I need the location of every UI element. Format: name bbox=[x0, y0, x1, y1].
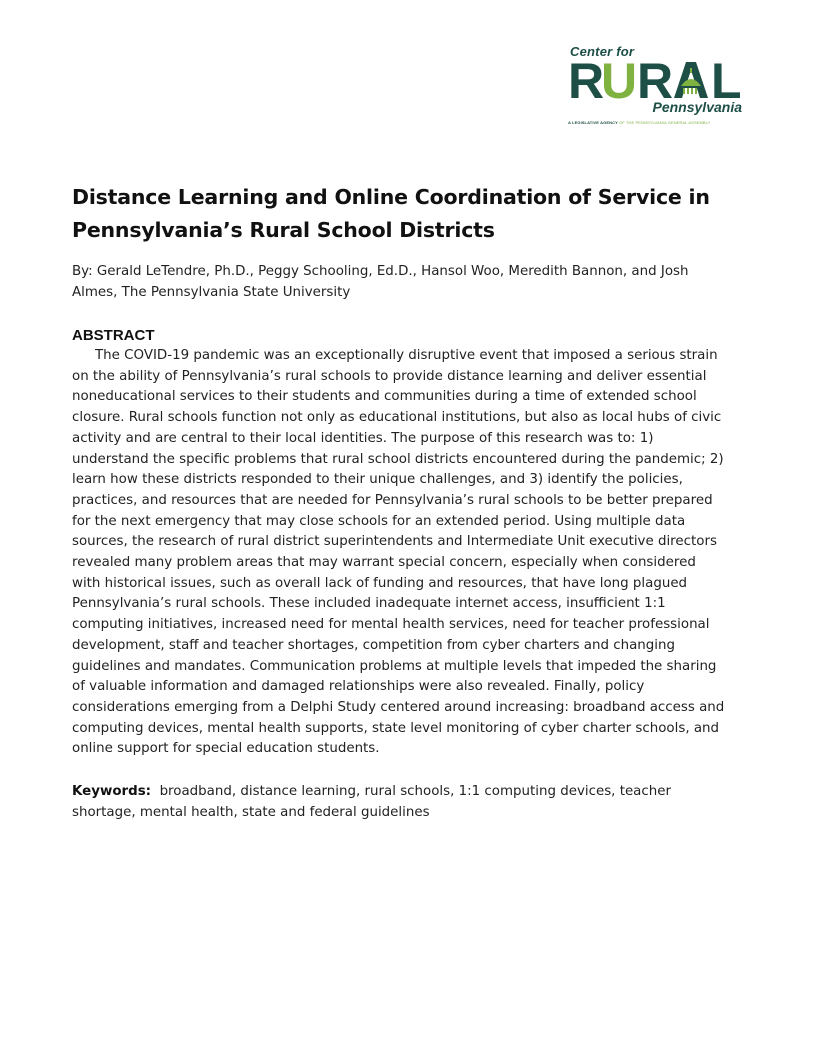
paper-title bbox=[72, 181, 752, 247]
abstract-line: revealed many problem areas that may warrant special concern, especially when considered bbox=[72, 555, 696, 571]
center-for-rural-pennsylvania-logo bbox=[566, 44, 752, 132]
abstract-line: on the ability of Pennsylvania’s rural schools to provide distance learning and deliver essential bbox=[72, 368, 707, 384]
abstract-line: learn how these districts responded to their unique challenges, and 3) identify the policies, bbox=[72, 472, 683, 488]
abstract-line: The COVID-19 pandemic was an exceptionally disruptive event that imposed a serious strain bbox=[95, 348, 718, 363]
abstract-body bbox=[72, 346, 752, 760]
abstract-line: noneducational services to their students and communities during a time of extended school bbox=[72, 389, 697, 405]
keywords-label: Keywords: bbox=[72, 784, 152, 799]
logo-center-for-text: Center for bbox=[570, 44, 635, 59]
abstract-line: Pennsylvania’s rural schools. These included inadequate internet access, insufficient 1:1 bbox=[72, 596, 666, 612]
author-list-line-2: Almes, The Pennsylvania State University bbox=[72, 285, 351, 300]
abstract-line: of valuable information and damaged relationships were also revealed. Finally, policy bbox=[72, 679, 645, 695]
paper-title-line-1: Distance Learning and Online Coordination of Service in bbox=[72, 185, 710, 209]
abstract-line: development, staff and teacher shortages, competition from cyber charters and changing bbox=[72, 637, 676, 653]
logo-letter-r2: R bbox=[637, 56, 674, 102]
logo-pennsylvania-text: Pennsylvania bbox=[652, 99, 742, 115]
author-list-line-1: By: Gerald LeTendre, Ph.D., Peggy Schooling, Ed.D., Hansol Woo, Meredith Bannon, and Josh bbox=[72, 264, 689, 279]
abstract-line: understand the specific problems that rural school districts encountered during the pandemic; 2) bbox=[72, 451, 724, 467]
abstract-line: guidelines and mandates. Communication problems at multiple levels that impeded the sharing bbox=[72, 658, 717, 674]
abstract-line: practices, and resources that are needed for Pennsylvania’s rural schools to be better prepared bbox=[72, 492, 713, 508]
logo-letter-u: U bbox=[601, 56, 638, 102]
logo-letter-r: R bbox=[568, 56, 605, 102]
abstract-line: activity and are central to their local identities. The purpose of this research was to: 1) bbox=[72, 430, 654, 446]
abstract-line: online support for special education students. bbox=[72, 741, 380, 757]
abstract-line: sources, the research of rural district superintendents and Intermediate Unit executive directors bbox=[72, 534, 717, 550]
abstract-line: computing devices, mental health supports, state level monitoring of cyber charter schools, and bbox=[72, 720, 720, 736]
author-list bbox=[72, 261, 752, 303]
abstract-line: closure. Rural schools function not only as educational institutions, but also as local hubs of civic bbox=[72, 410, 722, 426]
capitol-dome-icon bbox=[674, 62, 708, 98]
abstract-line: for the next emergency that may close schools for an extended period. Using multiple data bbox=[72, 513, 686, 529]
keywords-text-2: shortage, mental health, state and federal guidelines bbox=[72, 805, 430, 820]
keywords-line-1 bbox=[72, 781, 752, 802]
keywords-text-1: broadband, distance learning, rural schools, 1:1 computing devices, teacher bbox=[159, 784, 671, 799]
logo-tagline: A LEGISLATIVE AGENCY OF THE PENNSYLVANIA GENERAL ASSEMBLY bbox=[568, 120, 711, 125]
keywords-section bbox=[72, 781, 752, 823]
abstract-line: with historical issues, such as overall lack of funding and resources, that have long plagued bbox=[72, 575, 688, 591]
paper-title-line-2: Pennsylvania’s Rural School Districts bbox=[72, 218, 495, 242]
logo-rural-wordmark bbox=[568, 56, 744, 102]
abstract-line: computing initiatives, increased need for mental health services, need for teacher professional bbox=[72, 617, 710, 633]
abstract-line: considerations emerging from a Delphi Study centered around increasing: broadband access and bbox=[72, 699, 725, 715]
abstract-heading: ABSTRACT bbox=[72, 327, 155, 344]
logo-letter-l: L bbox=[711, 56, 742, 102]
